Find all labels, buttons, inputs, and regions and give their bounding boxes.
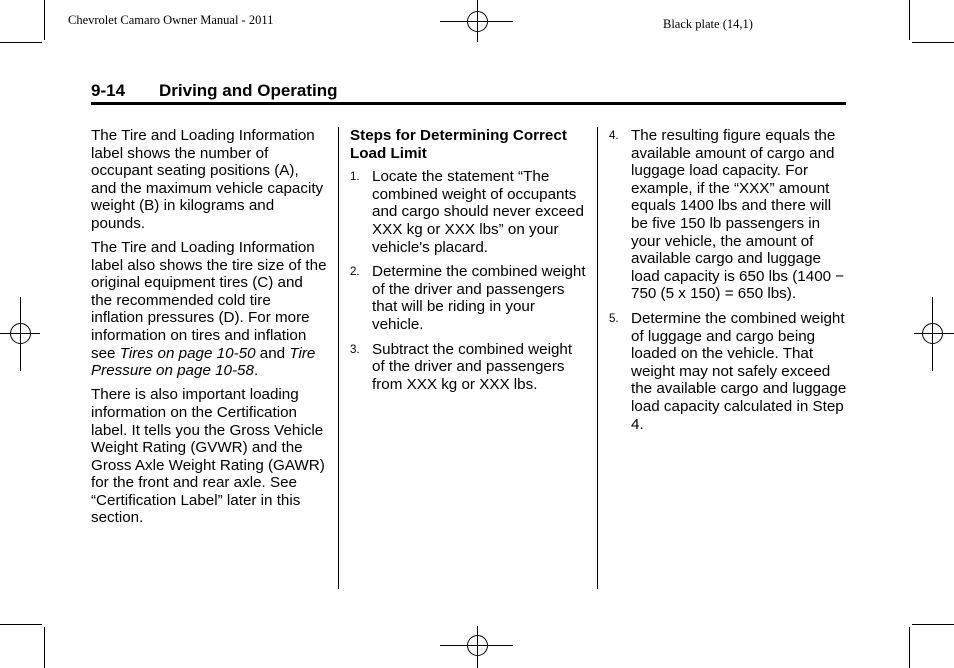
column-divider-1 — [338, 127, 339, 589]
step-number: 4. — [609, 130, 619, 142]
step-item — [609, 310, 849, 433]
link-tire-pressure[interactable]: Tire Pressure on page 10-58 — [91, 344, 316, 380]
column-divider-2 — [597, 127, 598, 589]
step-item — [350, 263, 588, 333]
steps-heading: Steps for Determining Correct Load Limit — [350, 127, 567, 162]
section-heading — [91, 81, 338, 101]
paragraph-tire-info: The Tire and Loading Information label also shows the tire size of the original equipment tires (C) and the recommended cold tire inflation pressures (D). For more information on tires and inflation see Tires on page 10-50 and Tire Pressure on page 10-58. — [91, 239, 327, 380]
column-2 — [350, 127, 588, 400]
column-3 — [609, 127, 849, 440]
step-text: Locate the statement “The combined weight of occupants and cargo should never exceed XXX kg or XXX lbs” on your vehicle's placard. — [372, 168, 584, 256]
step-number: 1. — [350, 171, 360, 184]
step-number: 2. — [350, 266, 360, 279]
section-title: Driving and Operating — [159, 81, 338, 100]
page-number: 9-14 — [91, 81, 126, 100]
paragraph-certification: There is also important loading information on the Certification label. It tells you the Gross Vehicle Weight Rating (GVWR) and the Gross Axle Weight Rating (GAWR) for the front and rear axle. See “Certification Label” later in this section. — [91, 386, 325, 527]
step-text: Subtract the combined weight of the driver and passengers from XXX kg or XXX lbs. — [372, 340, 573, 393]
plate-label: Black plate (14,1) — [663, 17, 753, 31]
step-text: Determine the combined weight of luggage and cargo being loaded on the vehicle. That weight may not safely exceed the available cargo and luggage load capacity calculated in Step 4. — [631, 309, 847, 433]
step-item — [350, 168, 588, 256]
link-tires[interactable]: Tires on page 10-50 — [119, 344, 256, 362]
heading-rule — [91, 102, 846, 105]
column-1 — [91, 127, 327, 534]
step-text: Determine the combined weight of the driver and passengers that will be riding in your vehicle. — [372, 263, 586, 333]
step-number: 3. — [350, 343, 360, 356]
step-item — [609, 127, 849, 303]
step-item — [350, 341, 588, 394]
step-text: The resulting figure equals the available amount of cargo and luggage load capacity. For example, if the “XXX” amount equals 1400 lbs and there will be five 150 lb passengers in your vehicle, the amount of available cargo and luggage load capacity is 650 lbs (1400 − 750 (5 x 150) = 650 lbs). — [631, 127, 845, 303]
paragraph-label-info: The Tire and Loading Information label shows the number of occupant seating positions (A), and the maximum vehicle capacity weight (B) in kilograms and pounds. — [91, 127, 324, 232]
step-number: 5. — [609, 312, 619, 325]
manual-title: Chevrolet Camaro Owner Manual - 2011 — [68, 13, 274, 27]
